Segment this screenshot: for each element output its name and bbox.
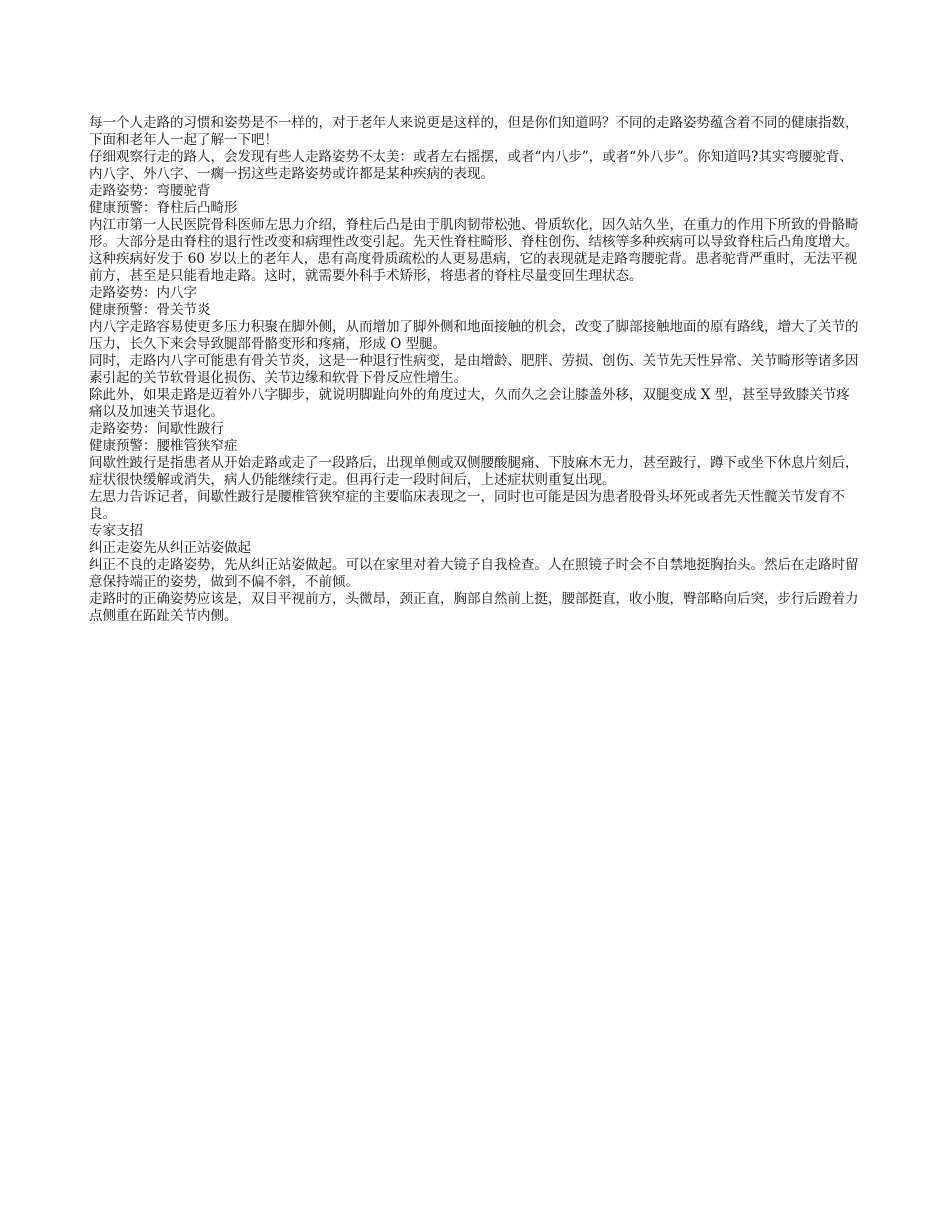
kyphosis-symptom-paragraph: 这种疾病好发于 60 岁以上的老年人，患有高度骨质疏松的人更易患病，它的表现就是走路弯腰驼背。患者驼背严重时，无法平视前方，甚至是只能看地走路。这时，就需要外科手术矫形，将患者的脊柱尽量变回生理状态。 [89,251,858,284]
warning-heading-kyphosis: 健康预警：脊柱后凸畸形 [89,200,238,216]
posture-heading-intoeing: 走路姿势：内八字 [89,285,197,301]
kyphosis-cause-paragraph: 内江市第一人民医院骨科医师左思力介绍，脊柱后凸是由于肌肉韧带松弛、骨质软化，因久站久坐，在重力的作用下所致的骨骼畸形。大部分是由脊柱的退行性改变和病理性改变引起。先天性脊柱畸形、脊柱创伤、结核等多种疾病可以导致脊柱后凸角度增大。 [89,217,859,250]
expert-tips-heading: 专家支招 [89,523,143,539]
warning-heading-osteoarthritis: 健康预警：骨关节炎 [89,302,211,318]
intoeing-effect-paragraph: 内八字走路容易使更多压力积聚在脚外侧，从而增加了脚外侧和地面接触的机会，改变了脚部接触地面的原有路线，增大了关节的压力，长久下来会导致腿部骨骼变形和疼痛，形成 O 型腿。 [89,319,859,352]
walking-posture-paragraph: 走路时的正确姿势应该是，双目平视前方，头微昂，颈正直，胸部自然前上挺，腰部挺直，收小腹，臀部略向后突，步行后蹬着力点侧重在跖趾关节内侧。 [89,591,859,624]
outtoeing-paragraph: 除此外，如果走路是迈着外八字脚步，就说明脚趾向外的角度过大，久而久之会让膝盖外移，双腿变成 X 型，甚至导致膝关节疼痛以及加速关节退化。 [89,387,850,420]
tips-subheading: 纠正走姿先从纠正站姿做起 [89,540,251,556]
posture-heading-claudication: 走路姿势：间歇性跛行 [89,421,224,437]
observation-paragraph: 仔细观察行走的路人，会发现有些人走路姿势不太美：或者左右摇摆，或者“内八步”，或者“外八步”。你知道吗?其实弯腰驼背、内八字、外八字、一瘸一拐这些走路姿势或许都是某种疾病的表现。 [89,149,853,182]
intro-paragraph: 每一个人走路的习惯和姿势是不一样的，对于老年人来说更是这样的，但是你们知道吗？不同的走路姿势蕴含着不同的健康指数，下面和老年人一起了解一下吧！ [89,115,859,148]
claudication-definition-paragraph: 间歇性跛行是指患者从开始走路或走了一段路后，出现单侧或双侧腰酸腿痛、下肢麻木无力，甚至跛行，蹲下或坐下休息片刻后，症状很快缓解或消失，病人仍能继续行走。但再行走一段时间后，上述症状则重复出现。 [89,455,859,488]
posture-heading-hunchback: 走路姿势：弯腰驼背 [89,183,211,199]
article-body [89,115,859,625]
warning-heading-stenosis: 健康预警：腰椎管狭窄症 [89,438,238,454]
claudication-cause-paragraph: 左思力告诉记者，间歇性跛行是腰椎管狭窄症的主要临床表现之一，同时也可能是因为患者股骨头坏死或者先天性髋关节发育不良。 [89,489,845,522]
standing-posture-paragraph: 纠正不良的走路姿势，先从纠正站姿做起。可以在家里对着大镜子自我检查。人在照镜子时会不自禁地挺胸抬头。然后在走路时留意保持端正的姿势，做到不偏不斜，不前倾。 [89,557,859,590]
osteoarthritis-paragraph: 同时，走路内八字可能患有骨关节炎，这是一种退行性病变，是由增龄、肥胖、劳损、创伤、关节先天性异常、关节畸形等诸多因素引起的关节软骨退化损伤、关节边缘和软骨下骨反应性增生。 [89,353,859,386]
